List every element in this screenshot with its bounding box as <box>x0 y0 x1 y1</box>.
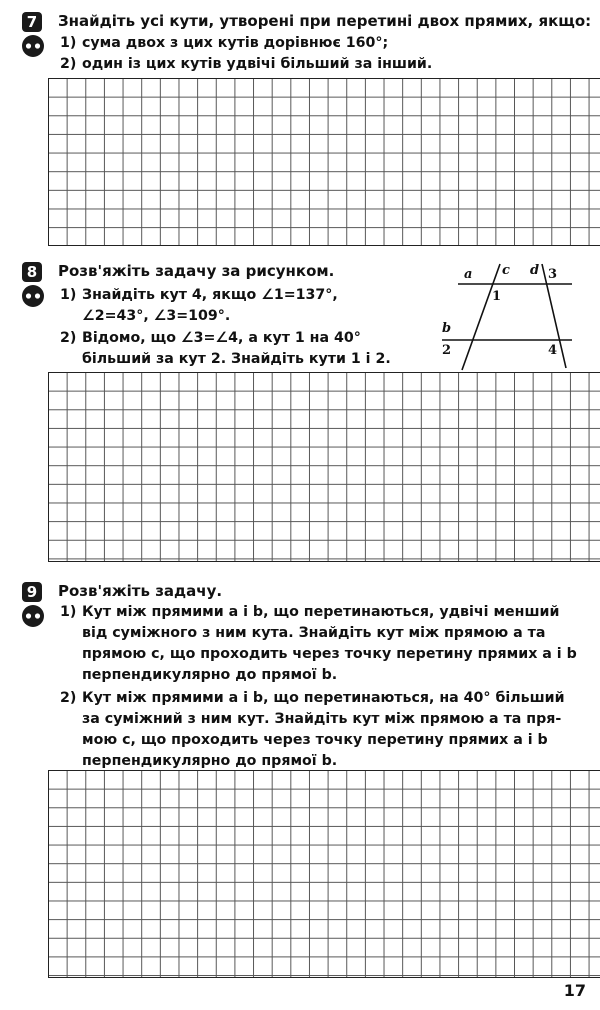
label-a: a <box>464 267 473 282</box>
task-item: 2) Відомо, що ∠3=∠4, а кут 1 на 40° більший за кут 2. Знайдіть кути 1 і 2. <box>60 330 391 367</box>
pair-work-icon <box>20 604 46 628</box>
label-d: d <box>530 263 540 278</box>
page-number: 17 <box>563 981 586 1000</box>
task-8-badge <box>20 262 46 310</box>
task-number: 7 <box>22 12 42 32</box>
task-title: Знайдіть усі кути, утворені при перетині двох прямих, якщо: <box>58 12 592 30</box>
task-item: 2) один із цих кутів удвічі більший за інший. <box>60 56 433 72</box>
label-1: 1 <box>492 289 502 304</box>
geometry-figure <box>438 262 578 372</box>
label-b: b <box>442 321 452 336</box>
task-9 <box>20 582 590 978</box>
task-item: 2) Кут між прямими a і b, що перетинаються, на 40° більший за суміжний з ним кут. Знайдіть кут між прямою a та пря- мою c, що проходить через точку перетину прямих a і b перпендикулярно до прямої b. <box>60 690 565 769</box>
answer-grid[interactable] <box>48 770 600 978</box>
label-4: 4 <box>548 343 558 358</box>
pair-work-icon <box>20 34 46 58</box>
task-title: Розв'яжіть задачу. <box>58 582 223 600</box>
task-number: 9 <box>22 582 42 602</box>
task-9-badge <box>20 582 46 630</box>
answer-grid[interactable] <box>48 372 600 562</box>
pair-work-icon <box>20 284 46 308</box>
label-2: 2 <box>442 343 452 358</box>
label-3: 3 <box>548 267 558 282</box>
task-item: 1) Знайдіть кут 4, якщо ∠1=137°, ∠2=43°, ∠3=109°. <box>60 287 338 324</box>
task-number: 8 <box>22 262 42 282</box>
task-item: 1) Кут між прямими a і b, що перетинаються, удвічі менший від суміжного з ним кута. Знайдіть кут між прямою a та прямою c, що проходить через точку перетину прямих a і b перпендикулярно до прямої b. <box>60 604 577 683</box>
task-7-badge <box>20 12 46 60</box>
answer-grid[interactable] <box>48 78 600 246</box>
label-c: c <box>502 263 510 278</box>
task-title: Розв'яжіть задачу за рисунком. <box>58 262 335 280</box>
task-item: 1) сума двох з цих кутів дорівнює 160°; <box>60 35 389 51</box>
task-7 <box>20 12 590 248</box>
